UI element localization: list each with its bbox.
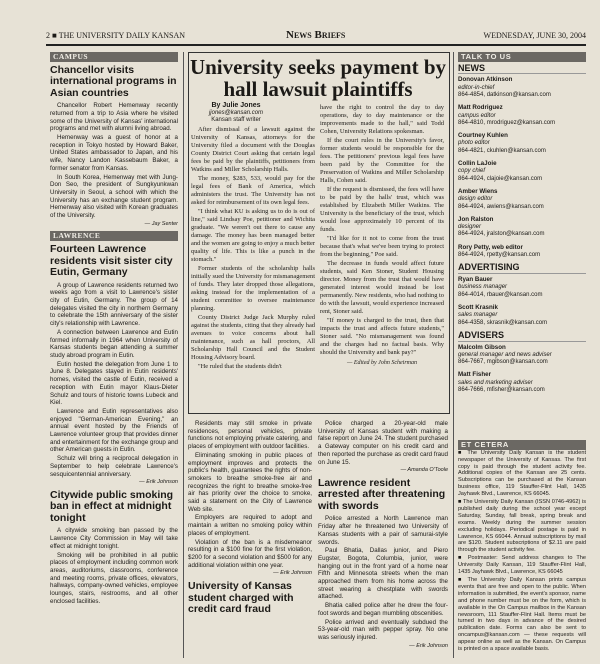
smoking-byline: — Erik Johnson [273, 570, 312, 577]
lawrence-section-label: LAWRENCE [50, 231, 178, 241]
campus-byline: — Jay Senter [144, 220, 178, 227]
lawrence-paragraph: Eutin hosted the delegation from June 1 to June 8. Delegates stayed in Eutin residents' homes, visited the castle of Eutin, received a reception with Eutin mayor Klaus-Dieter Schulz and tours of historic towns Lubeck and Kiel. [50, 360, 178, 407]
page-header [46, 30, 586, 42]
lead-paragraph: County District Judge Jack Murphy ruled against the students, citing that they already had avenues to voice concerns about hall maintenance, such as hall proctors, All Scholarship Hall Council and the Student Housing Advisory board. [191, 314, 315, 361]
advisers-section-title: ADVISERS [458, 332, 586, 342]
staff-contact [458, 216, 586, 239]
smoking-paragraph: Violation of the ban is a misdemeanor resulting in a $100 fine for the first violation, $200 for a second violation and $500 for any additional violation within one year. [188, 538, 312, 569]
contact-name: Jon Ralston [458, 215, 494, 223]
credit-paragraph: Police charged a 20-year-old male University of Kansas student with making a false report on June 24. The student purchased a Gateway computer on his credit card and then reported the purchase as credit card fraud on June 15. [318, 420, 448, 466]
smoking-paragraph: Residents may still smoke in private residences, personal vehicles, private functions not employing private catering, and places of employment with outdoor facilities. [188, 420, 312, 451]
lead-headline: University seeks payment by hall lawsuit plaintiffs [189, 55, 447, 101]
lawrence-paragraph: Schulz will bring a reciprocal delegation in September to help celebrate Lawrence's sesquicentennial anniversary. [50, 455, 178, 478]
contact-role: general manager and news adviser [458, 351, 552, 358]
lead-author-email: jjones@kansan.com [208, 110, 264, 116]
lead-paragraph: After dismissal of a lawsuit against the University of Kansas, attorneys for the University filed a document with the Douglas County District Court asking that certain legal fees be paid by the plaintiffs, petitioners from Watkins and Miller Scholarship Halls. [191, 126, 315, 173]
et-cetera-box [458, 440, 586, 658]
lawrence-paragraph: Lawrence and Eutin representatives also enjoyed "German-American Evening," an annual event hosted by the Friends of Lawrence volunteer group that provides dinner and entertainment for the exchange group and other American guests in Eutin. [50, 407, 178, 454]
contact-role: design editor [458, 196, 493, 203]
header-rule [46, 44, 586, 46]
contact-name: Matt Rodriguez [458, 104, 503, 112]
credit-byline: — Amanda O'Toole [400, 467, 448, 474]
contact-name: Donovan Atkinson [458, 76, 513, 84]
contact-info: 864-4810, mrodriguez@kansan.com [458, 119, 556, 126]
issue-date: WEDNESDAY, JUNE 30, 2004 [483, 31, 586, 40]
staff-contact [458, 304, 586, 327]
contact-info: 864-4821, ckuhlen@kansan.com [458, 147, 546, 154]
arrest-paragraph: Paul Bhatia, Dallas junior, and Piero Eugster, Bogota, Columbia, junior, were hanging out in the front yard of a home near Fifth and Minnesota streets when the man approached them from his home across the street wearing a chestplate with swords attached. [318, 547, 448, 601]
staff-contact [458, 344, 586, 367]
edited-by: — Edited by John Scheirman [347, 360, 417, 366]
contact-name: Matt Fisher [458, 371, 492, 379]
campus-paragraph: Chancellor Robert Hemenway recently returned from a trip to Asia where he visited some of the University of Kansas' international programs and met with alumni living abroad. [50, 102, 178, 133]
contact-role: sales and marketing adviser [458, 379, 533, 386]
lead-paragraph: "He ruled that the students didn't [198, 363, 282, 370]
left-briefs-column [50, 52, 178, 658]
contact-info: 864-4924, jralston@kansan.com [458, 231, 545, 238]
column-divider [453, 52, 454, 658]
lawrence-paragraph: A group of Lawrence residents returned two weeks ago from a visit to Lawrence's sister city of Eutin, Germany. The group of 14 delegates visited the city in northern Germany to celebrate the 15th anniversary of the sister city's relationship with Lawrence. [50, 281, 178, 328]
contact-role: photo editor [458, 140, 490, 147]
et-cetera-item: ■ The University Daily Kansan is the student newspaper of the University of Kansas. The first copy is paid through the student activity fee. Additional copies of the Kansan are 25 cents. Subscriptions can be purchased at the Kansan business office, 119 Stauffer-Flint Hall, 1435 Jayhawk Blvd., Lawrence, KS 66045. [458, 449, 586, 498]
lead-paragraph: "I think what KU is asking us to do is out of line," said Lindsay Poe, petitioner and Wichita graduate. "We weren't out there to cause any damage. The money has been managed better and the women are going to enjoy a much better quality of life. This is like a punch in the stomach." [191, 208, 315, 263]
lead-column-2 [320, 104, 444, 410]
lead-paragraph: "I'd like for it not to come from the trust because that's what we've been trying to protect from the beginning," Poe said. [320, 235, 444, 258]
contact-name: Scott Krasnik [458, 303, 498, 311]
section-title: News Briefs [286, 29, 346, 41]
lead-paragraph: "If money is charged to the trust, then that impacts the trust and affects future students," Stoner said. "No mismanagement was found and the charges had no factual basis. Why should the University and bank pay?" [320, 317, 444, 356]
staff-contact [458, 76, 586, 99]
arrest-paragraph: Bhatia called police after he drew the four-foot swords and began mumbling obscenities. [318, 602, 448, 617]
staff-contact [458, 188, 586, 211]
staff-contact [458, 160, 586, 183]
contact-info: 864-4924, clajoie@kansan.com [458, 175, 543, 182]
contact-role: campus editor [458, 112, 496, 119]
contact-name: Ryan Bauer [458, 276, 493, 284]
staff-contact [458, 132, 586, 155]
contact-info: 864-7667, mgibson@kansan.com [458, 359, 548, 366]
lead-paragraph: The money, $283, 533, would pay for the legal fees of Bank of America, which administers the trust. The University has not asked for reimbursement of its own legal fees. [191, 175, 315, 206]
contact-name: Malcolm Gibson [458, 343, 506, 351]
lead-byline [190, 102, 282, 124]
talk-to-us-box [458, 52, 586, 436]
page-number-and-paper: 2 ■ THE UNIVERSITY DAILY KANSAN [46, 31, 186, 40]
contact-info: 864-4014, rbauer@kansan.com [458, 291, 543, 298]
smoking-paragraph: Employers are required to adopt and maintain a written no smoking policy within places of employment. [188, 514, 312, 537]
arrest-headline: Lawrence resident arrested after threatening with swords [318, 476, 446, 512]
contact-name: Collin LaJoie [458, 160, 497, 168]
lead-author-role: Kansan staff writer [211, 117, 261, 123]
et-cetera-item: ■ Postmaster: Send address changes to The University Daily Kansan, 119 Stauffer-Flint Hall, 1435 Jayhawk Blvd., Lawrence, KS 66045 [458, 555, 586, 576]
arrest-paragraph: Police arrested a North Lawrence man Friday after he threatened two University of Kansas students with a pair of samurai-style swords. [318, 515, 448, 546]
campus-paragraph: Hemenway was a guest of honor at a reception in Tokyo hosted by Howard Baker, United States ambassador to Japan, and his wife, Nancy Landon Kassebaum Baker, a former senator from Kansas. [50, 134, 178, 172]
lead-paragraph: Former students of the scholarship halls initially sued the University for mismanagement of funds. They later dropped those allegations, asking instead for the implementation of a student committee to oversee maintenance planning. [191, 265, 315, 312]
smoking-headline: Citywide public smoking ban in effect at midnight tonight [50, 488, 174, 524]
campus-section-label: CAMPUS [50, 52, 178, 62]
lead-paragraph: have the right to control the day to day operations, day to day maintenance or the improvements made to the hall," said Todd Cohen, University Relations spokesman. [320, 104, 444, 135]
credit-and-arrest-column [318, 420, 448, 658]
smoking-paragraph: Smoking will be prohibited in all public places of employment including common work areas, auditoriums, classrooms, conference and meeting rooms, private offices, elevators, hallways, company-owned vehicles, employee lounges, stairs, restrooms, and all other enclosed facilities. [50, 551, 178, 605]
smoking-paragraph: Eliminating smoking in public places of employment improves and protects the public's health, guarantees the rights of non-smokers to breathe smoke-free air and recognizes the right to breathe smoke-free air has priority over the choice to smoke, said a statement on the City of Lawrence Web site. [188, 451, 312, 513]
et-cetera-item: ■ The University Daily Kansan prints campus events that are free and open to the public. When information is submitted, the event's sponsor, name and phone number must be on the form, which is available in the On Campus mailbox in the Kansan newsroom, 111 Stauffer-Flint Hall. Items must be turned in two days in advance of the desired publication date. Forms can also be sent to oncampus@kansan.com — these requests will appear online as well as the Kansan. On Campus is printed on a space available basis. [458, 577, 586, 653]
lawrence-byline: — Erik Johnson [139, 479, 178, 486]
lead-paragraph: If the request is dismissed, the fees will have to be paid by the halls' trust, which was established by Elizabeth Miller Watkins. The University is the beneficiary of the trust, which would lose approximately 10 percent of its funds. [320, 186, 444, 233]
contact-role: sales manager [458, 312, 498, 319]
lawrence-headline: Fourteen Lawrence residents visit sister city Eutin, Germany [50, 243, 173, 279]
contact-info: 864-4358, skrasnik@kansan.com [458, 319, 548, 326]
credit-headline: University of Kansas student charged with credit card fraud [188, 580, 294, 616]
staff-contact [458, 276, 586, 299]
lead-paragraph: If the court rules in the University's favor, former students would be responsible for the fees. The petitioners' previous legal fees have been paid by the Committee for the Preservation of Watkins and Miller Scholarship Halls, Cohen said. [320, 137, 444, 184]
contact-role: copy chief [458, 168, 486, 175]
et-cetera-item: ■ The University Daily Kansan (ISSN 0746-4962) is published daily during the school year except Saturday, Sunday, fall break, spring break and exams. Weekly during the summer session excluding holidays. Periodical postage is paid in Lawrence, KS 66044. Annual subscriptions by mail are $120. Student subscriptions of $2.11 are paid through the student activity fee. [458, 499, 586, 554]
arrest-byline: — Erik Johnson [409, 642, 448, 649]
contact-info: 864-7666, mfisher@kansan.com [458, 387, 545, 394]
et-cetera-title: ET CETERA [458, 440, 586, 450]
lawrence-paragraph: A connection between Lawrence and Eutin formed informally in 1964 when University of Kansas students began attending a summer study abroad program in Eutin. [50, 328, 178, 359]
contact-name: Amber Wiens [458, 187, 498, 195]
arrest-paragraph: Police arrived and eventually subdued the 53-year-old man with pepper spray. No one was seriously injured. [318, 618, 448, 641]
contact-role: business manager [458, 284, 508, 291]
contact-role: designer [458, 224, 482, 231]
column-divider [183, 52, 184, 658]
smoking-continued-column [188, 420, 312, 658]
contact-role: editor-in-chief [458, 84, 495, 91]
smoking-paragraph: A citywide smoking ban passed by the Lawrence City Commission in May will take effect at midnight tonight. [50, 527, 178, 550]
staff-contact [458, 104, 586, 127]
staff-contact [458, 244, 586, 260]
contact-info: 864-4854, datkinson@kansan.com [458, 92, 551, 98]
talk-to-us-title: TALK TO US [458, 52, 586, 62]
advertising-section-title: ADVERTISING [458, 264, 586, 274]
contact-info: 864-4924, awiens@kansan.com [458, 203, 544, 210]
lead-column-1 [191, 126, 315, 410]
staff-contact [458, 371, 586, 394]
contact-name: Courtney Kuhlen [458, 132, 508, 140]
lead-author: By Julie Jones [211, 102, 261, 109]
contact-name: Rory Petty, web editor [458, 243, 523, 251]
campus-paragraph: In South Korea, Hemenway met with Jung-Don Seo, the president of Sungkyunkwan University in Seoul, a school with which the University has an exchange student program. Hemenway also visited with Korean graduates of the University. [50, 173, 178, 220]
news-section-title: NEWS [458, 65, 586, 75]
campus-headline: Chancellor visits international programs in Asian countries [50, 63, 177, 99]
contact-info: 864-4924, rpetty@kansan.com [458, 252, 541, 259]
lead-paragraph: The decrease in funds would affect future students, said Ken Stoner, Student Housing director. Money from the trust that would have generated interest would instead be lost permanently. New residents, who had nothing to do with the lawsuit, would experience increased rent, Stoner said. [320, 260, 444, 315]
